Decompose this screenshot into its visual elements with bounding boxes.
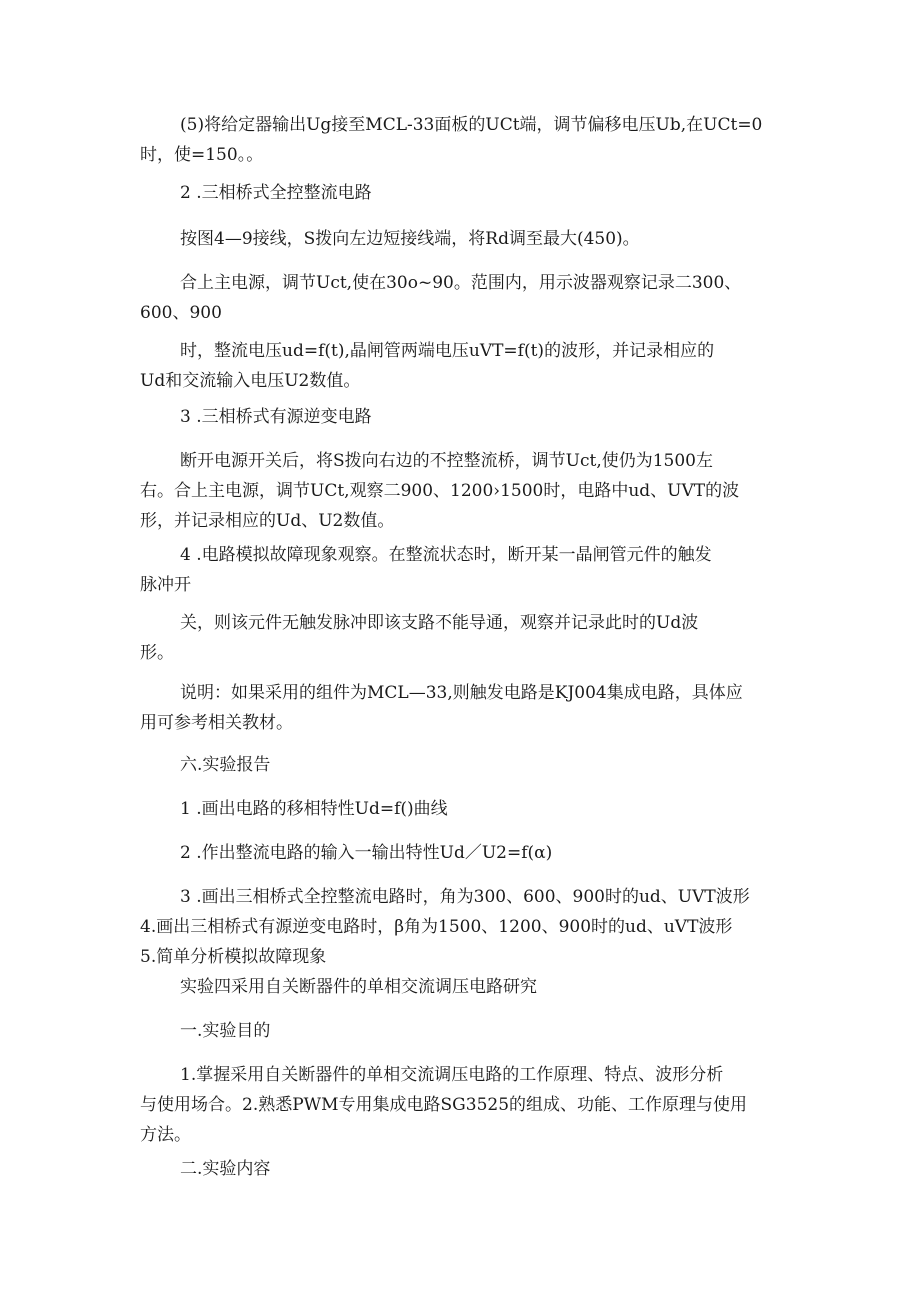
- text-line: 一.实验目的: [180, 1021, 271, 1041]
- experiment-4-title: [140, 972, 790, 1002]
- paragraph-objectives: [140, 1060, 790, 1150]
- section-heading-content: [140, 1154, 790, 1184]
- text-line: 3 .三相桥式有源逆变电路: [180, 407, 372, 427]
- paragraph-waveform-record: [140, 336, 790, 396]
- text-line: 600、900: [140, 303, 222, 323]
- text-line: 断开电源开关后，将S拨向右边的不控整流桥，调节Uct,使仍为1500左: [180, 451, 713, 471]
- text-line: 4.画出三相桥式有源逆变电路时，β角为1500、1200、900时的ud、uVT波形: [140, 917, 733, 937]
- text-line: Ud和交流输入电压U2数值。: [140, 371, 361, 391]
- paragraph-power-on-observe: [140, 268, 790, 328]
- text-line: 时，整流电压ud=f(t),晶闸管两端电压uVT=f(t)的波形，并记录相应的: [180, 341, 715, 361]
- text-line: 二.实验内容: [180, 1159, 271, 1179]
- report-item-1: [140, 794, 790, 824]
- text-line: 说明：如果采用的组件为MCL—33,则触发电路是KJ004集成电路，具体应: [180, 683, 743, 703]
- paragraph-wiring: [140, 224, 790, 254]
- text-line: 关，则该元件无触发脉冲即该支路不能导通，观察并记录此时的Ud波: [180, 613, 699, 633]
- text-line: 实验四采用自关断器件的单相交流调压电路研究: [180, 977, 537, 997]
- text-line: 脉冲开: [140, 575, 191, 595]
- report-item-2: [140, 838, 790, 868]
- paragraph-fault-observe: [140, 608, 790, 668]
- text-line: 右。合上主电源，调节UCt,观察二900、1200›1500时，电路中ud、UVT的波: [140, 481, 740, 501]
- text-line: 3 .画出三相桥式全控整流电路时，角为300、600、900时的ud、UVT波形: [180, 887, 750, 907]
- text-line: (5)将给定器输出Ug接至MCL-33面板的UCt端，调节偏移电压Ub,在UCt=0: [180, 115, 763, 135]
- text-line: 按图4—9接线，S拨向左边短接线端，将Rd调至最大(450)。: [180, 229, 640, 249]
- report-items-3-5: [140, 882, 790, 972]
- text-line: 形。: [140, 643, 174, 663]
- paragraph-fault-simulation: [140, 540, 790, 600]
- text-line: 用可参考相关教材。: [140, 713, 293, 733]
- section-heading-objective: [140, 1016, 790, 1046]
- text-line: 六.实验报告: [180, 755, 271, 775]
- text-line: 5.简单分析模拟故障现象: [140, 947, 327, 967]
- section-heading-report: [140, 750, 790, 780]
- section-heading-active-inverter: [140, 402, 790, 432]
- text-line: 4 .电路模拟故障现象观察。在整流状态时，断开某一晶闸管元件的触发: [180, 545, 712, 565]
- text-line: 时，使=150。。: [140, 145, 264, 165]
- text-line: 合上主电源，调节Uct,使在30o~90。范围内，用示波器观察记录二300、: [180, 273, 742, 293]
- text-line: 方法。: [140, 1125, 191, 1145]
- section-heading-3phase-full-control: [140, 178, 790, 208]
- text-line: 与使用场合。2.熟悉PWM专用集成电路SG3525的组成、功能、工作原理与使用: [140, 1095, 748, 1115]
- text-line: 2 .作出整流电路的输入一输出特性Ud／U2=f(α): [180, 843, 553, 863]
- paragraph-step5-setpoint: [140, 110, 790, 170]
- text-line: 形，并记录相应的Ud、U2数值。: [140, 511, 395, 531]
- paragraph-inverter-procedure: [140, 446, 790, 536]
- paragraph-note: [140, 678, 790, 738]
- text-line: 1.掌握采用自关断器件的单相交流调压电路的工作原理、特点、波形分析: [180, 1065, 724, 1085]
- text-line: 1 .画出电路的移相特性Ud=f()曲线: [180, 799, 448, 819]
- text-line: 2 .三相桥式全控整流电路: [180, 183, 372, 203]
